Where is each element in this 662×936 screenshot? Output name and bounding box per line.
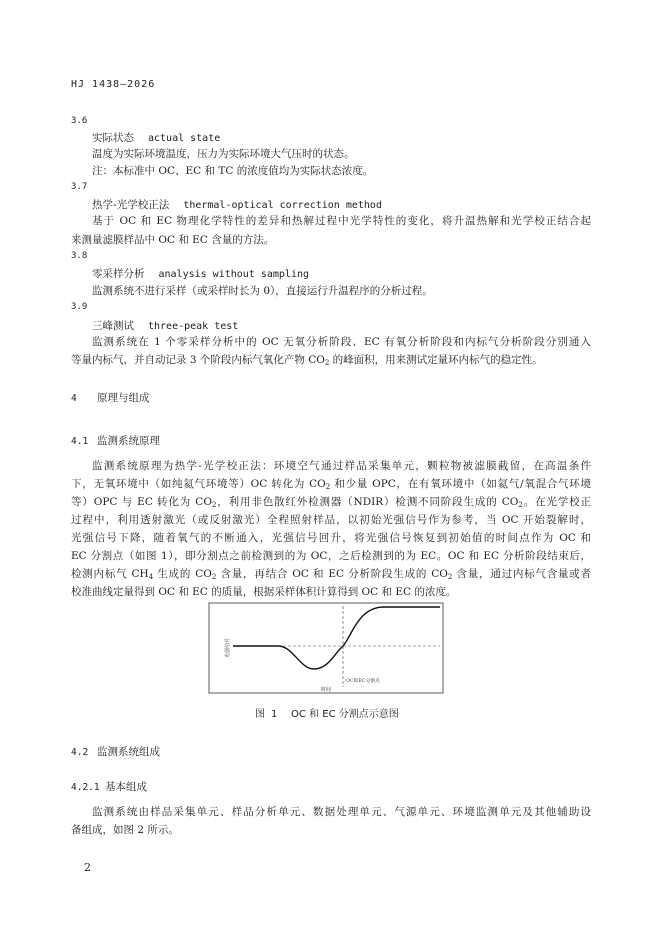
term-en: thermal-optical correction method [183, 200, 382, 211]
split-point-label: OC和EC分割点 [346, 679, 380, 684]
term-heading [92, 197, 382, 212]
standard-code: HJ 1438—2026 [71, 79, 156, 90]
term-en: actual state [148, 133, 221, 144]
paragraph-line: 下，无氧环境中（如纯氦气环境等）OC 转化为 $CO_2$ 和少量 OPC，在有氧环境中（如氦气/氧混合气环境 [71, 478, 591, 491]
term-en: analysis without sampling [158, 269, 310, 280]
section-heading: 4 原理与组成 [71, 392, 150, 404]
term-definition: 温度为实际环境温度，压力为实际环境大气压时的状态。 [92, 148, 355, 160]
term-definition-line: 等量内标气，并自动记录 3 个阶段内标气氧化产物 $CO_2$ 的峰面积，用来测试定量环内标气的稳定性。 [71, 354, 543, 367]
term-note: 注：本标准中 OC、EC 和 TC 的浓度值均为实际状态浓度。 [92, 165, 374, 177]
clause-number: 3.8 [71, 251, 88, 261]
clause-number: 3.6 [71, 116, 88, 126]
paragraph-line: 光强信号下降，随着氧气的不断通入，光强信号回升，将光强信号恢复到初始值的时间点作为 OC 和 [71, 532, 591, 544]
term-en: three-peak test [148, 321, 239, 332]
term-heading [92, 130, 220, 145]
term-cn: 零采样分析 [92, 268, 145, 280]
paragraph-line: 检测内标气 $CH_4$ 生成的 $CO_2$ 含量，再结合 OC 和 EC 分析阶段生成的 $CO_2$ 含量，通过内标气含量或者 [71, 568, 592, 581]
clause-number: 3.7 [71, 182, 88, 192]
term-heading [92, 266, 309, 281]
clause-number: 3.9 [71, 302, 88, 312]
page-number: 2 [84, 861, 91, 874]
term-definition-line: 来测量滤膜样品中 OC 和 EC 含量的方法。 [71, 234, 275, 246]
term-heading [92, 318, 238, 333]
paragraph-line: 备组成，如图 2 所示。 [71, 824, 179, 836]
paragraph-line: 过程中，利用透射激光（或反射激光）全程照射样品，以初始光强信号作为参考，当 OC 开始裂解时， [71, 514, 591, 526]
term-cn: 三峰测试 [92, 320, 134, 332]
section-heading: 4.2.1 基本组成 [71, 781, 147, 793]
paragraph-line: 校准曲线定量得到 OC 和 EC 的质量，根据采样体积计算得到 OC 和 EC 的浓度。 [71, 586, 457, 598]
figure-oc-ec-split [208, 602, 444, 694]
term-definition-line: 监测系统在 1 个零采样分析中的 OC 无氧分析阶段、EC 有氧分析阶段和内标气分析阶段分别通入 [92, 336, 591, 348]
figure-caption: 图 1 OC 和 EC 分割点示意图 [255, 709, 399, 720]
x-axis-label: 时间 [320, 687, 332, 693]
paragraph-line: 监测系统原理为热学-光学校正法：环境空气通过样品采集单元，颗粒物被滤膜截留，在高温条件 [92, 460, 591, 472]
y-axis-label: 光强信号 [225, 637, 231, 659]
paragraph-line: 等）OPC 与 EC 转化为 $CO_2$，利用非色散红外检测器（NDIR）检测不同阶段生成的 $CO_2$。在光学校正 [71, 496, 592, 509]
term-definition-line: 基于 OC 和 EC 物理化学特性的差异和热解过程中光学特性的变化，将升温热解和光学校正结合起 [92, 215, 591, 227]
term-definition: 监测系统不进行采样（或采样时长为 0），直接运行升温程序的分析过程。 [92, 285, 433, 297]
figure-frame [209, 603, 443, 693]
section-heading: 4.2 监测系统组成 [71, 746, 160, 758]
section-heading: 4.1 监测系统原理 [71, 435, 160, 447]
paragraph-line: 监测系统由样品采集单元、样品分析单元、数据处理单元、气源单元、环境监测单元及其他辅助设 [92, 806, 591, 818]
paragraph-line: EC 分割点（如图 1），即分割点之前检测到的为 OC，之后检测到的为 EC。OC 和 EC 分析阶段结束后， [71, 550, 591, 562]
term-cn: 热学-光学校正法 [92, 199, 170, 211]
term-cn: 实际状态 [92, 132, 134, 144]
